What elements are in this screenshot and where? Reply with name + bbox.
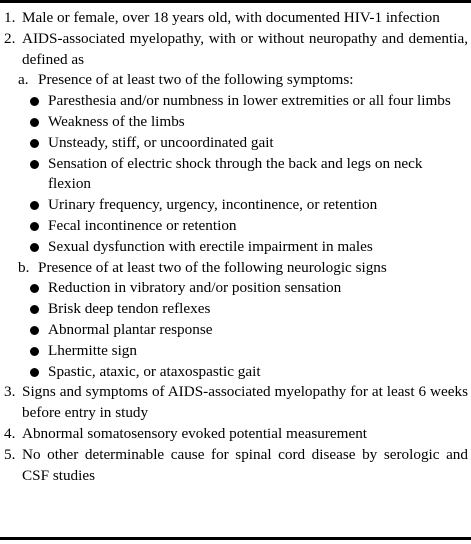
symptom-text: Fecal incontinence or retention [48,216,237,234]
criterion-5 [4,445,468,487]
symptom-item [26,195,468,216]
criterion-number: 2. [4,29,16,47]
sign-item [26,299,468,320]
bullet-icon [26,299,48,320]
sign-item [26,278,468,299]
bullet-icon [26,91,48,112]
symptom-item [26,91,468,112]
criterion-number: 3. [4,383,16,401]
bullet-icon [26,112,48,133]
criterion-1 [4,8,468,29]
bullet-icon [26,362,48,383]
bullet-icon [26,133,48,154]
subcriterion-text: Presence of at least two of the following symptoms: [38,71,354,89]
criterion-text: Male or female, over 18 years old, with documented HIV-1 infection [22,9,440,26]
subcriterion-letter: a. [18,71,29,89]
criterion-text: Abnormal somatosensory evoked potential measurement [22,424,368,442]
bullet-icon [26,278,48,299]
criterion-number: 4. [4,424,16,442]
symptom-text: Urinary frequency, urgency, incontinence, or retention [48,196,378,214]
symptom-item [26,154,468,196]
criterion-number: 5. [4,445,16,463]
criteria-list [4,8,468,486]
symptom-item [26,237,468,258]
bullet-icon [26,341,48,362]
sign-text: Brisk deep tendon reflexes [48,300,211,318]
subcriterion-b [18,258,468,279]
criterion-text: Signs and symptoms of AIDS-associated myelopathy for at least 6 weeks before entry in study [22,383,468,422]
symptom-text: Unsteady, stiff, or uncoordinated gait [48,133,274,151]
bullet-icon [26,154,48,175]
bullet-icon [26,237,48,258]
criterion-number: 1. [4,9,16,26]
subcriterion-text: Presence of at least two of the following neurologic signs [38,258,387,276]
bottom-rule [0,537,471,540]
symptom-text: Sensation of electric shock through the back and legs on neck flexion [48,154,423,193]
subcriterion-letter: b. [18,258,30,276]
sign-item [26,320,468,341]
subcriterion-a [18,70,468,91]
sign-item [26,362,468,383]
bullet-icon [26,216,48,237]
symptom-item [26,133,468,154]
symptom-text: Sexual dysfunction with erectile impairment in males [48,237,373,255]
symptom-text: Paresthesia and/or numbness in lower extremities or all four limbs [48,92,451,110]
criterion-text: No other determinable cause for spinal cord disease by serologic and CSF studies [22,445,468,484]
symptom-text: Weakness of the limbs [48,112,185,130]
criterion-3 [4,382,468,424]
sign-text: Spastic, ataxic, or ataxospastic gait [48,362,261,380]
criterion-4 [4,424,468,445]
sign-text: Reduction in vibratory and/or position sensation [48,279,342,297]
sign-item [26,341,468,362]
sign-text: Abnormal plantar response [48,320,213,338]
top-rule [0,0,471,3]
criterion-text: AIDS-associated myelopathy, with or without neuropathy and dementia, defined as [22,29,468,68]
bullet-icon [26,195,48,216]
sign-text: Lhermitte sign [48,341,137,359]
criterion-2 [4,29,468,71]
symptom-item [26,112,468,133]
symptom-item [26,216,468,237]
bullet-icon [26,320,48,341]
